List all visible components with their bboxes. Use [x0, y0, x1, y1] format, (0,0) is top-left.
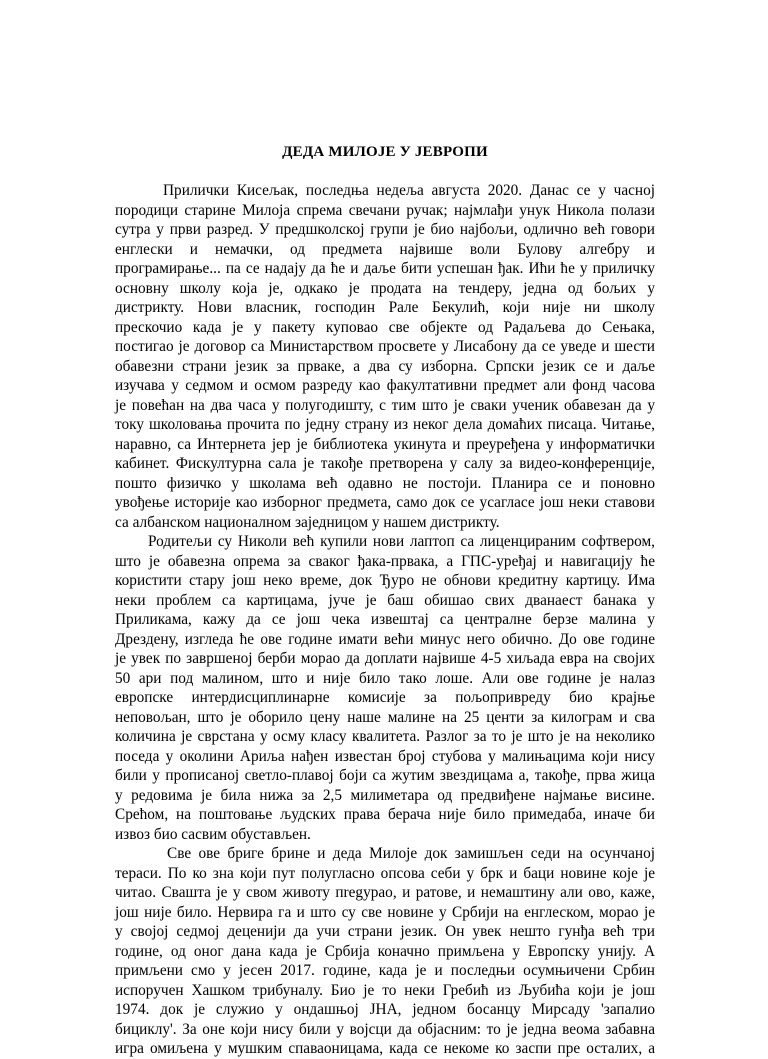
text-line: користити стару још неко време, док Ђуро не обнови кредитну картицу. Има [115, 572, 655, 589]
text-line: игра омиљена у мушким спаваоницама, када се некоме ко заспи пре осталих, а [115, 1040, 655, 1057]
text-line: изучава у седмом и осмом разреду као факултативни предмет али фонд часова [115, 377, 655, 394]
text-line: у редовима је била нижа за 2,5 милиметара од предвиђене најмање висине. [115, 786, 655, 804]
text-line: сутра у први разред. У предшколској групи је био најбољи, одлично већ говори [115, 221, 655, 238]
text-line: Родитељи су Николи већ купили нови лаптоп са лиценцираним софтвером, [148, 533, 655, 550]
text-line: тераси. По ко зна који пут полугласно опсова себи у брк и баци новине које је [115, 864, 655, 882]
text-line: неки проблем са картицама, јуче је баш обишао свих дванаест банака у [115, 591, 655, 609]
text-line: основну школу која је, одкако је продата на тендеру, једна од бољих у [115, 279, 655, 297]
text-line: неповољан, што је оборило цену наше малине на 25 центи за килограм и сва [115, 708, 655, 726]
text-line: наравно, са Интернета јер је библиотека укинута и преуређена у информатички [115, 435, 655, 453]
text-line: дистрикту. Нови власник, господин Рале Бекулић, који није ни школу [115, 299, 655, 316]
text-line: што је обавезна опрема за сваког ђака-првака, а ГПС-уређај и навигацију ће [115, 552, 655, 570]
text-line: кабинет. Фискултурна сала је такође претворена у салу за видео-конференције, [115, 455, 655, 472]
text-line: је повећан на два часа у полугодишту, с тим што је сваки ученик обавезан да у [115, 396, 655, 414]
text-line: увођење историје као изборног предмета, само док се усагласе још неки ставови [115, 494, 655, 511]
text-line: Прилички Кисељак, последња недеља августа 2020. Данас се у часној [163, 182, 655, 199]
text-line: европске интердисциплинарне комисије за пољопривреду био крајње [115, 689, 655, 706]
text-line: је увек по завршеној берби морао да доплати највише 4-5 хиљада евра на својих [115, 650, 655, 667]
text-line: енглески и немачки, од предмета највише воли Булову алгебру и [115, 240, 655, 258]
text-line: прескочио када је у пакету куповао све објекте од Радаљева до Сењака, [115, 318, 655, 336]
text-line: са албанском националном заједницом у нашем дистрикту. [115, 513, 500, 531]
text-line: Срећом, на поштовање људских права берача није било примедаба, иначе би [115, 806, 655, 823]
text-line: били у прописаној светло-плавој боји са жутим звездицама а, такође, прва жица [115, 767, 655, 784]
text-line: пошто физичко у школама већ одавно не постоји. Планира се и поновно [115, 474, 655, 492]
document-title: ДЕДА МИЛОЈЕ У ЈЕВРОПИ [282, 144, 488, 160]
text-line: у својој седмој деценији да учи страни језик. Он увек нешто гунђа већ три [115, 923, 655, 940]
text-line: постигао је договор са Министарством просвете у Лисабону да се уведе и шести [115, 338, 655, 355]
text-line: 50 ари под малином, што и није било тако лоше. Али ове године је налаз [115, 669, 655, 687]
text-line: количина је сврстана у осму класу квалитета. Разлог за то је што је на неколико [115, 728, 655, 745]
text-line: току школовања прочита по једну страну из неког дела домаћих писаца. Читање, [115, 416, 655, 433]
text-line: Све ове бриге брине и деда Милоје док замишљен седи на осунчаној [167, 845, 655, 862]
text-line: Приликама, кажу да се још чека извештај са централне берзе малина у [115, 611, 655, 628]
text-line: примљени смо у јесен 2017. године, када је и последњи осумњичени Србин [115, 962, 655, 979]
text-line: програмирање... па се надају да ће и даље бити успешан ђак. Ићи ће у приличку [115, 260, 655, 277]
text-line: Дрездену, изгледа ће ове године имати већи минус него обично. До ове године [115, 630, 655, 648]
text-line: још није било. Нервира га и што су све новине у Србији на енглеском, морао је [115, 903, 655, 921]
text-line: године, од оног дана када је Србија коначно примљена у Европску унију. А [115, 942, 655, 960]
text-line: читао. Свашта је у свом животу пregурао, и ратове, и немаштину али ово, каже, [115, 884, 655, 901]
document-body [115, 181, 655, 1059]
text-line: обавезни страни језик за прваке, а два су изборна. Српски језик се и даље [115, 357, 655, 375]
text-line: 1974. док је служио у ондашњој ЈНА, једном босанцу Мирсаду 'запалио [115, 1001, 655, 1018]
text-line: испоручен Хашком трибуналу. Био је то неки Гребић из Љубића који је још [115, 981, 655, 999]
text-line: поседа у околини Ариља нађен известан број стубова у малињацима који нису [115, 747, 655, 765]
text-line: породици старине Милоја спрема свечани ручак; најмлађи унук Никола полази [115, 201, 655, 219]
text-line: извоз био сасвим обустављен. [115, 825, 311, 843]
text-line: бициклу'. За оне који нису били у војсци да објасним: то је једна веома забавна [115, 1020, 655, 1038]
